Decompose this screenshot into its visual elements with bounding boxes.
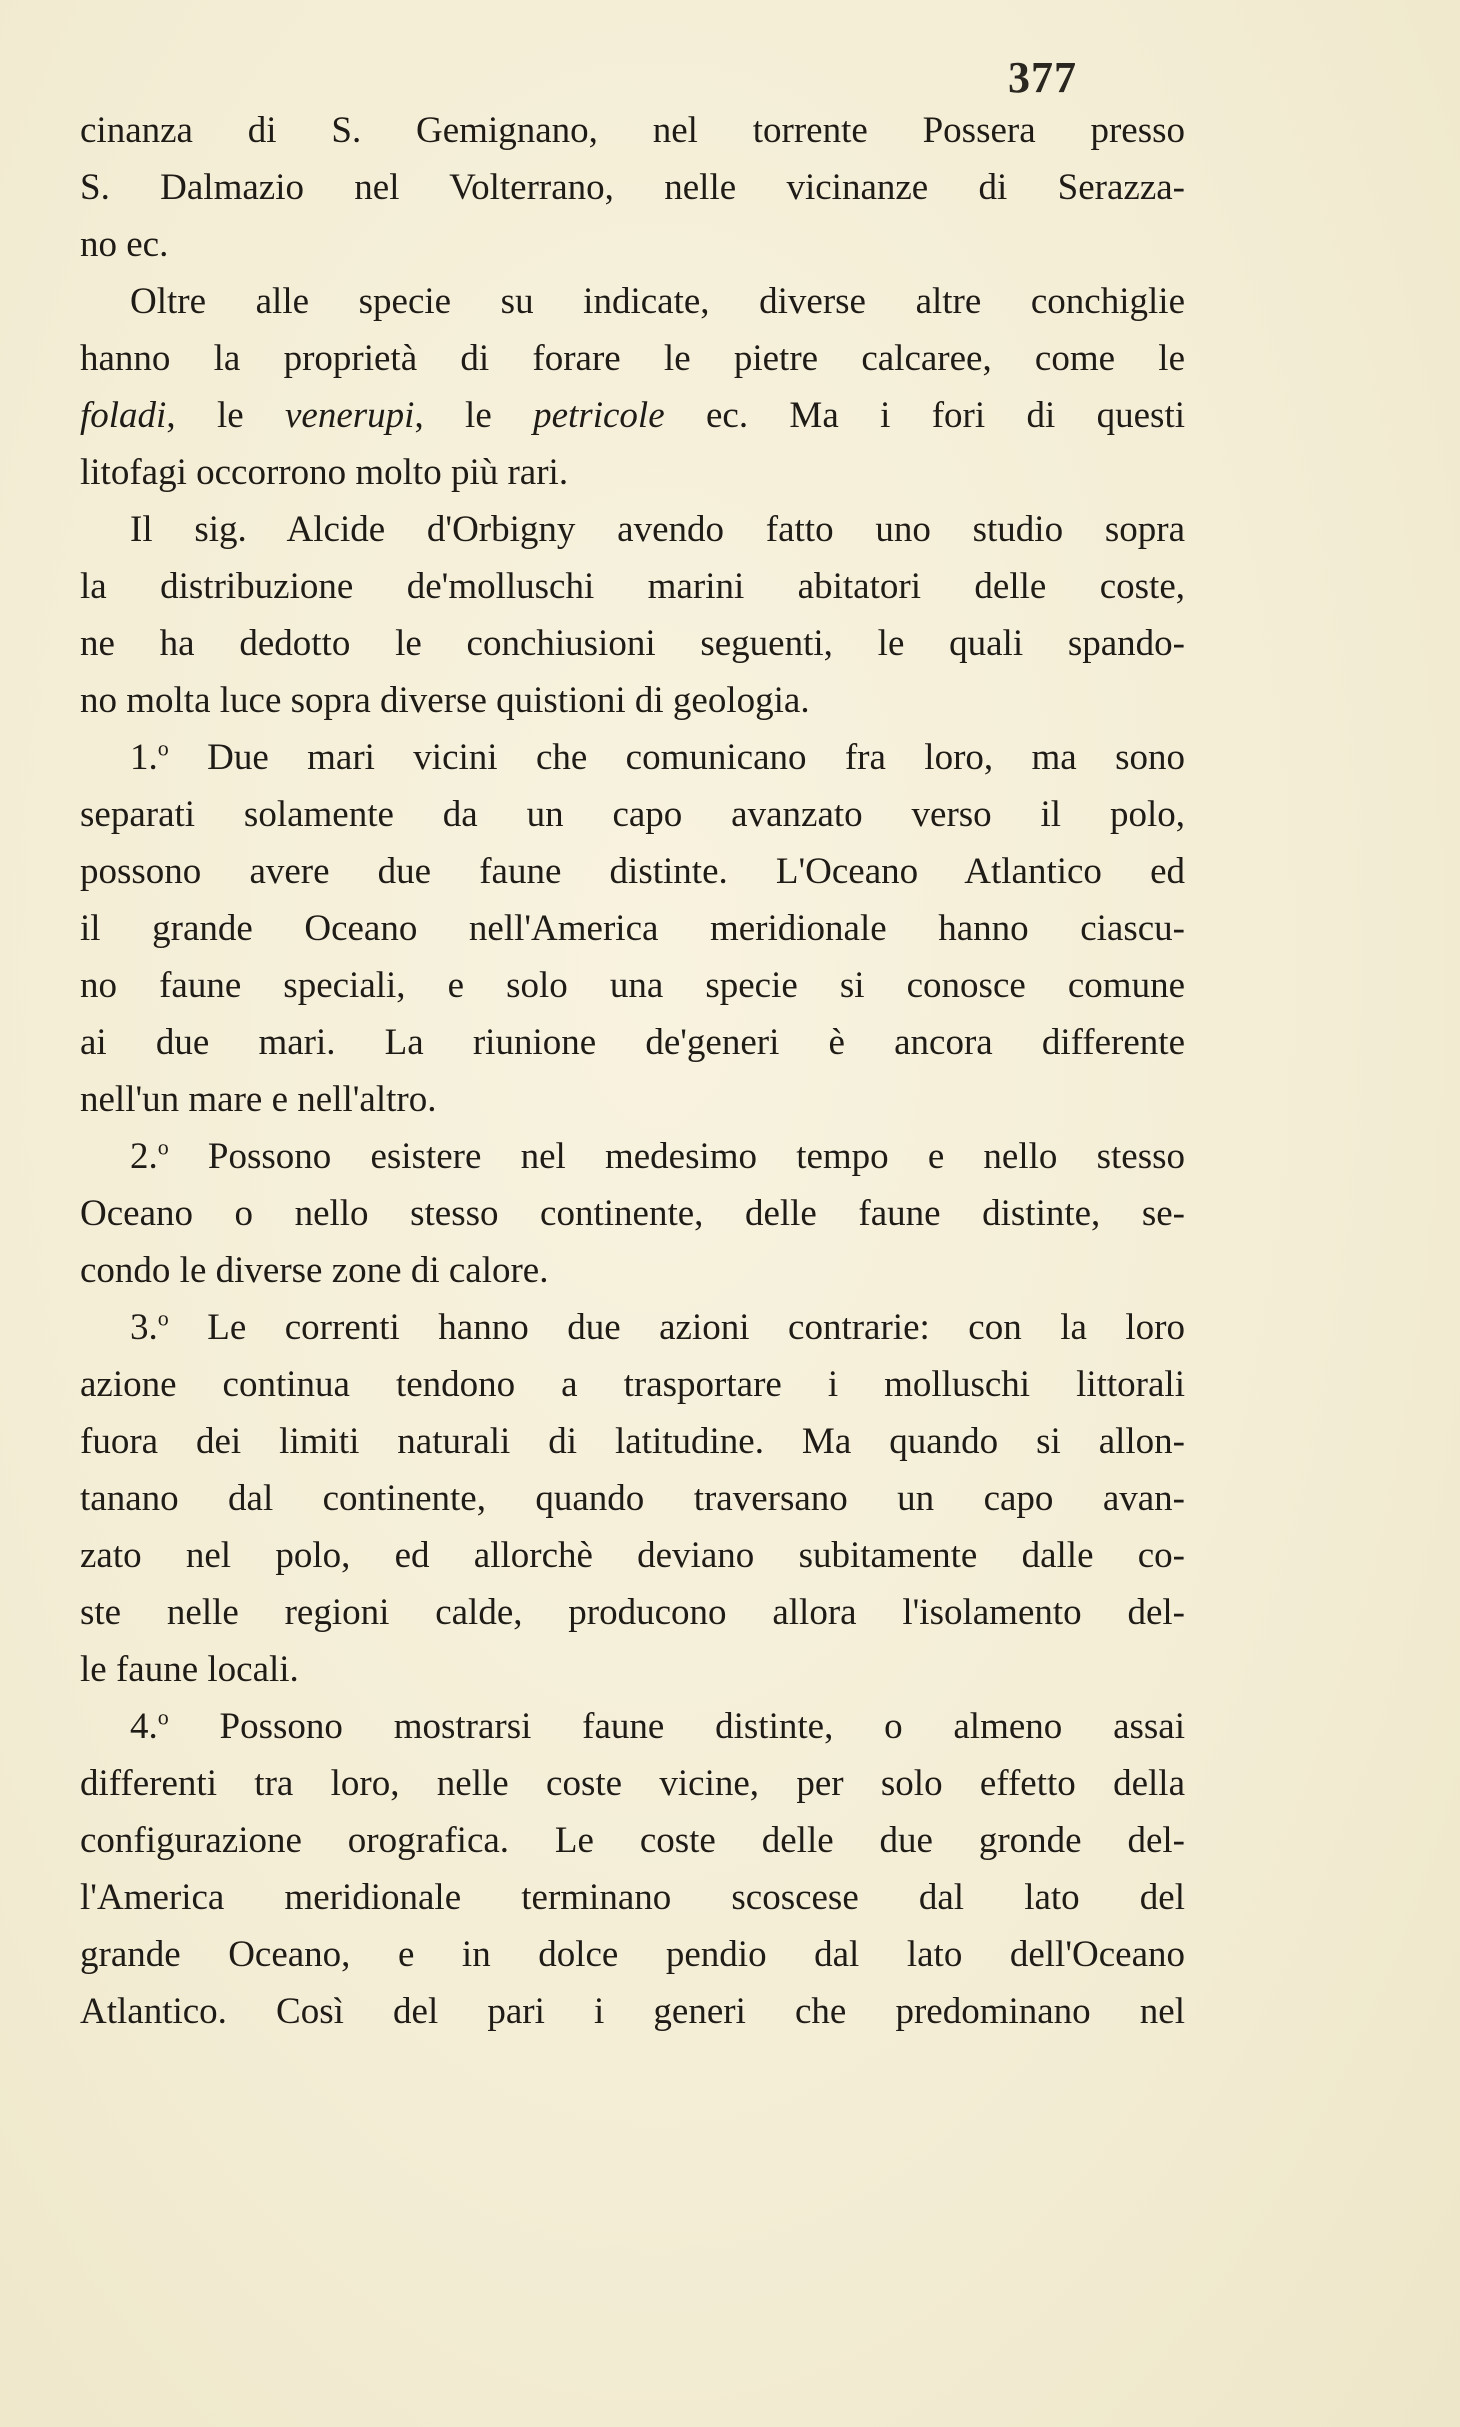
text-line: possono avere due faune distinte. L'Oceano Atlantico ed — [80, 851, 1185, 892]
numbered-point-3: 3.$^o$ Le correnti hanno due azioni contrarie: con la loro — [130, 1305, 1185, 1348]
text-line: zato nel polo, ed allorchè deviano subitamente dalle co- — [80, 1535, 1185, 1576]
text-line: Oceano o nello stesso continente, delle faune distinte, se- — [80, 1193, 1185, 1234]
italic-term: petricole — [533, 395, 665, 436]
text-line: azione continua tendono a trasportare i molluschi littorali — [80, 1364, 1185, 1405]
numbered-point-1: 1.$^o$ Due mari vicini che comunicano fra loro, ma sono — [130, 735, 1185, 778]
body-text — [80, 102, 1185, 2040]
text-line: Atlantico. Così del pari i generi che predominano nel — [80, 1991, 1185, 2032]
text-line: l'America meridionale terminano scoscese dal lato del — [80, 1877, 1185, 1918]
text-line: tanano dal continente, quando traversano un capo avan- — [80, 1478, 1185, 1519]
text-line: ne ha dedotto le conchiusioni seguenti, le quali spando- — [80, 623, 1185, 664]
text-line: nell'un mare e nell'altro. — [80, 1079, 437, 1120]
text-line: no molta luce sopra diverse quistioni di geologia. — [80, 680, 810, 721]
text-line: fuora dei limiti naturali di latitudine. Ma quando si allon- — [80, 1421, 1185, 1462]
text-line: litofagi occorrono molto più rari. — [80, 452, 569, 493]
paragraph-start: Il sig. Alcide d'Orbigny avendo fatto uno studio sopra — [130, 509, 1185, 550]
numbered-point-2: 2.$^o$ Possono esistere nel medesimo tempo e nello stesso — [130, 1134, 1185, 1177]
text-line: ai due mari. La riunione de'generi è ancora differente — [80, 1022, 1185, 1063]
text-line: separati solamente da un capo avanzato verso il polo, — [80, 794, 1185, 835]
italic-term: foladi — [80, 395, 167, 436]
text-line: il grande Oceano nell'America meridionale hanno ciascu- — [80, 908, 1185, 949]
text-line: le faune locali. — [80, 1649, 299, 1690]
text-line: condo le diverse zone di calore. — [80, 1250, 549, 1291]
text-line: la distribuzione de'molluschi marini abitatori delle coste, — [80, 566, 1185, 607]
text-line: no faune speciali, e solo una specie si conosce comune — [80, 965, 1185, 1006]
text-line: grande Oceano, e in dolce pendio dal lato dell'Oceano — [80, 1934, 1185, 1975]
numbered-point-4: 4.$^o$ Possono mostrarsi faune distinte, o almeno assai — [130, 1704, 1185, 1747]
text-line: cinanza di S. Gemignano, nel torrente Possera presso — [80, 110, 1185, 151]
text-line: S. Dalmazio nel Volterrano, nelle vicinanze di Serazza- — [80, 167, 1185, 208]
text-line: hanno la proprietà di forare le pietre calcaree, come le — [80, 338, 1185, 379]
text-line: configurazione orografica. Le coste delle due gronde del- — [80, 1820, 1185, 1861]
text-line: foladi, le venerupi, le petricole ec. Ma i fori di questi — [80, 395, 1186, 436]
paragraph-start: Oltre alle specie su indicate, diverse altre conchiglie — [130, 281, 1185, 322]
text-line: differenti tra loro, nelle coste vicine, per solo effetto della — [80, 1763, 1185, 1804]
page-number: 377 — [1008, 53, 1077, 102]
italic-term: venerupi — [285, 395, 415, 436]
text-line: no ec. — [80, 224, 169, 265]
text-line: ste nelle regioni calde, producono allora l'isolamento del- — [80, 1592, 1185, 1633]
